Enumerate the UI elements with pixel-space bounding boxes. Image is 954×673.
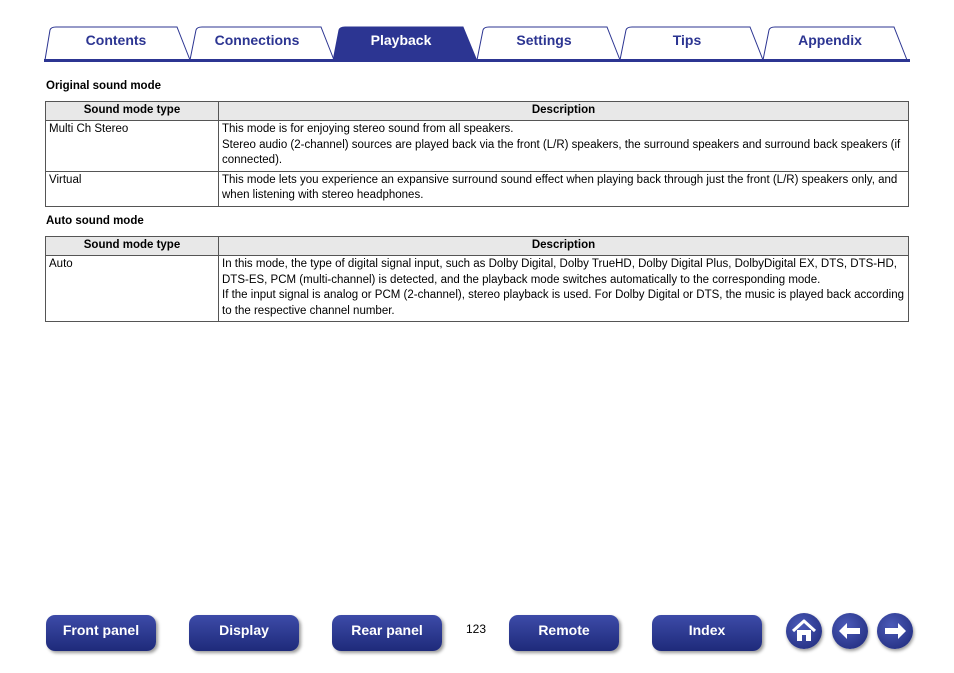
rear-panel-button[interactable]: Rear panel — [332, 615, 442, 651]
remote-button[interactable]: Remote — [509, 615, 619, 651]
arrow-left-icon — [832, 613, 868, 649]
tab-contents[interactable]: Contents — [85, 32, 147, 48]
column-header-type: Sound mode type — [46, 102, 219, 121]
auto-sound-mode-table — [45, 236, 909, 322]
index-button[interactable]: Index — [652, 615, 762, 651]
mode-description-cell — [219, 171, 909, 206]
original-sound-mode-table — [45, 101, 909, 207]
description-line: This mode is for enjoying stereo sound from all speakers. — [222, 123, 514, 135]
page-number: 123 — [466, 622, 487, 636]
description-line: This mode lets you experience an expansive surround sound effect when playing back through just the front (L/R) speakers only, and when listening with stereo headphones. — [222, 173, 898, 201]
description-line: In this mode, the type of digital signal input, such as Dolby Digital, Dolby TrueHD, Dolby Digital Plus, DolbyDigital EX, DTS, DTS-HD, DTS-ES, PCM (multi-channel) is detected, and the playback mode switches automatically to the corresponding mode. — [222, 258, 897, 286]
mode-description-cell — [219, 256, 909, 322]
front-panel-button[interactable]: Front panel — [46, 615, 156, 651]
display-button[interactable]: Display — [189, 615, 299, 651]
home-button[interactable] — [786, 613, 822, 649]
back-button[interactable] — [832, 613, 868, 649]
tab-playback[interactable]: Playback — [370, 32, 432, 48]
column-header-description: Description — [219, 237, 909, 256]
mode-description-cell — [219, 121, 909, 172]
forward-button[interactable] — [877, 613, 913, 649]
arrow-right-icon — [877, 613, 913, 649]
tab-appendix[interactable]: Appendix — [798, 32, 862, 48]
table-row — [46, 121, 909, 172]
tab-connections[interactable]: Connections — [214, 32, 300, 48]
section-title-auto: Auto sound mode — [46, 215, 144, 227]
mode-type-cell: Multi Ch Stereo — [46, 121, 219, 172]
tab-tips[interactable]: Tips — [672, 32, 702, 48]
home-icon — [786, 613, 822, 649]
table-row — [46, 256, 909, 322]
description-line: Stereo audio (2-channel) sources are played back via the front (L/R) speakers, the surround speakers and surround back speakers (if connected). — [222, 138, 901, 166]
mode-type-cell: Virtual — [46, 171, 219, 206]
column-header-description: Description — [219, 102, 909, 121]
column-header-type: Sound mode type — [46, 237, 219, 256]
table-header-row — [46, 102, 909, 121]
tab-bar — [44, 26, 910, 62]
table-row — [46, 171, 909, 206]
section-title-original: Original sound mode — [46, 80, 162, 92]
tab-settings[interactable]: Settings — [516, 32, 572, 48]
table-header-row — [46, 237, 909, 256]
mode-type-cell: Auto — [46, 256, 219, 322]
description-line: If the input signal is analog or PCM (2-channel), stereo playback is used. For Dolby Digital or DTS, the music is played back according to the respective channel number. — [222, 289, 905, 317]
